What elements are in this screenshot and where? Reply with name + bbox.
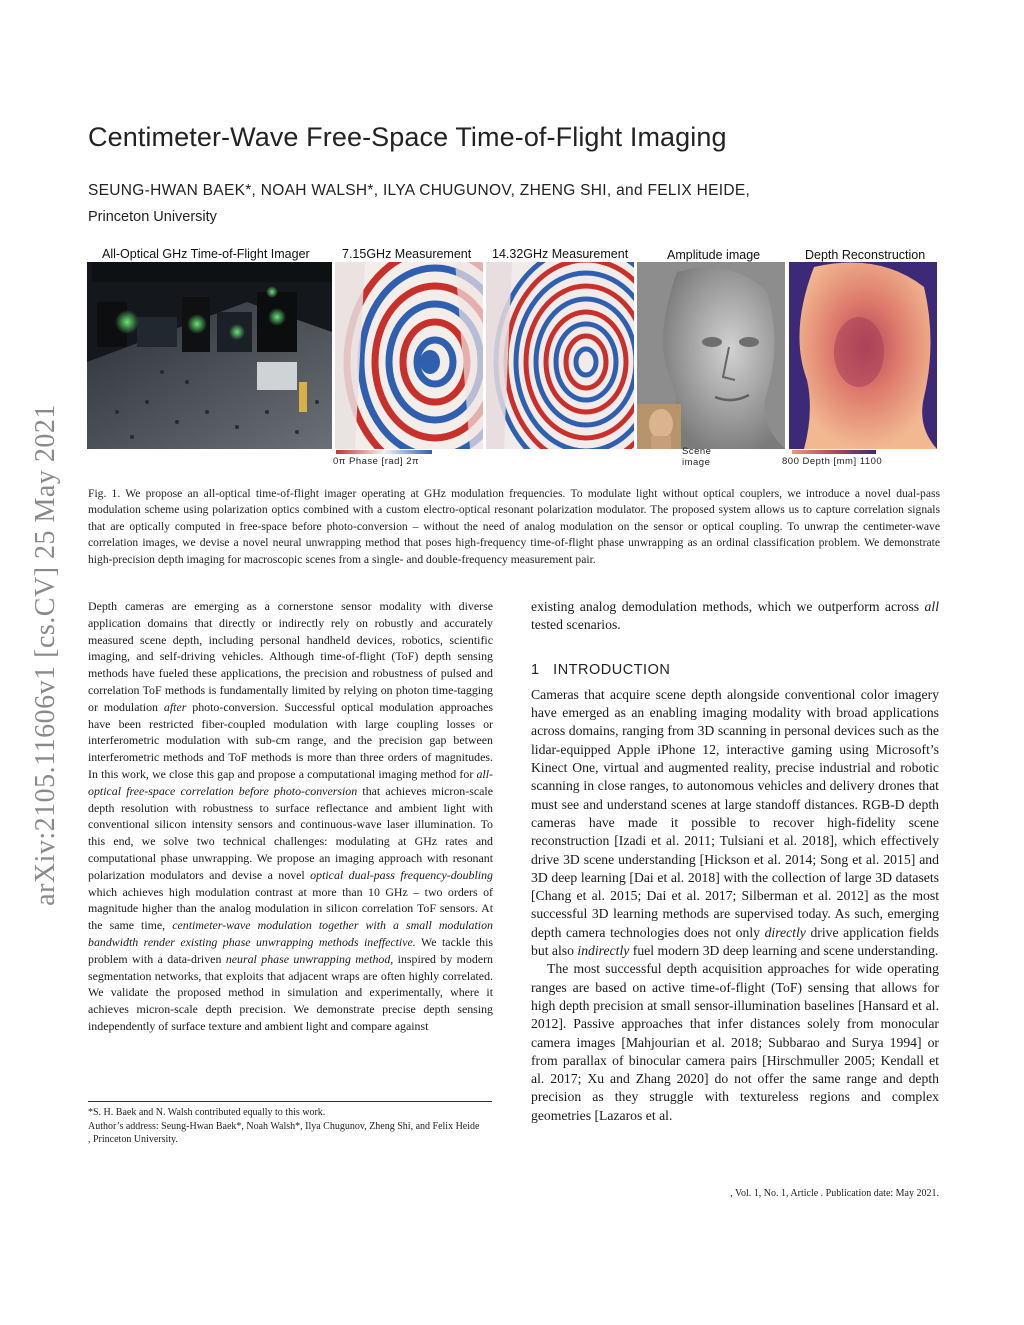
intro-paragraph-2: The most successful depth acquisition approaches for wide operating ranges are based on active time-of-flight (ToF) sensing that allows for high depth precision at small sensor-illumination baselines [Hansard et al. 2012]. Passive approaches that infer distances solely from monocular camera images [Mahjourian et al. 2018; Subbarao and Surya 1994] or from parallax of binocular camera pairs [Hirschmuller 2005; Kendall et al. 2017; Xu and Zhang 2020] do not offer the same range and depth precision as they struggle with textureless regions and complex geometries [Lazaros et al. [531, 961, 939, 1123]
scene-bust-thumb [637, 404, 681, 449]
section-title: INTRODUCTION [553, 661, 671, 678]
depth-scale-title: Depth [mm] [802, 456, 857, 467]
scene-image-thumb [637, 404, 681, 449]
depth-colorbar [792, 450, 876, 454]
intro-text-1c: fuel modern 3D deep learning and scene understanding. [629, 943, 939, 959]
phase-scale-low: 0π [333, 456, 346, 467]
phase-pattern-715 [335, 262, 483, 449]
continuation-emph: all [924, 599, 939, 614]
footnote-institution: , Princeton University. [88, 1134, 178, 1145]
abstract-text-3: that achieves micron-scale depth resolution with robustness to surface reflectance and ambient light with conventional silicon intensity sensors and continuous-wave laser illumination. To this end, we solve two technical challenges: modulating at GHz rates and computational phase unwrapping. We propose an imaging approach with resonant polarization modulators and devise a novel [88, 783, 493, 882]
right-column [531, 598, 939, 1125]
abstract-text-5: We tackle this problem with a data-driven [88, 934, 493, 966]
abstract-text-1: Depth cameras are emerging as a cornerstone sensor modality with diverse application domains that directly or indirectly rely on robustly and accurately measured scene depth, including personal handheld devices, robotics, scientific imaging, and self-driving vehicles. Although time-of-flight (ToF) depth sensing methods have fueled these applications, the precision and robustness of pulsed and correlation ToF methods is fundamentally limited by relying on photon time-tagging or modulation [88, 599, 493, 714]
depth-scale-low: 800 [782, 456, 800, 467]
figure-caption: Fig. 1. We propose an all-optical time-of-flight imager operating at GHz modulation frequencies. To modulate light without optical couplers, we introduce a novel dual-pass modulation scheme using polarization optics combined with a custom electro-optical resonant polarization modulator. The proposed system allows us to capture correlation signals that are optically computed in free-space before photo-conversion – without the need of analog modulation on the sensor or optical coupling. To unwrap the centimeter-wave correlation images, we devise a novel neural unwrapping method that poses high-frequency time-of-flight phase unwrapping as an ordinal classification problem. We demonstrate high-precision depth imaging for macroscopic scenes from a single- and double-frequency measurement pair. [88, 487, 940, 566]
paper-title: Centimeter-Wave Free-Space Time-of-Flight Imaging [88, 122, 727, 152]
imager-photo [87, 262, 332, 449]
footnote-rule [88, 1101, 492, 1102]
footnote-equal-contribution: *S. H. Baek and N. Walsh contributed equally to this work. [88, 1107, 326, 1118]
abstract-emph-2: all-optical free-space correlation before photo-conversion [88, 766, 493, 798]
footnote-address: Author’s address: Seung-Hwan Baek*, Noah Walsh*, Ilya Chugunov, Zheng Shi, and Felix Heide [88, 1120, 480, 1132]
intro-emph-2: indirectly [577, 943, 630, 959]
abstract-text-6: , inspired by modern segmentation networks, that exploits that adjacent wraps are often highly correlated. We validate the proposed method in simulation and experimentally, where it achieves micron-scale depth precision. We demonstrate precise depth sensing independently of surface texture and ambient light and compare against [88, 951, 494, 1033]
phase-pattern-1432 [486, 262, 634, 449]
scene-image-label: Scene image [682, 446, 712, 468]
footnotes [88, 1106, 492, 1147]
phase-colorbar [336, 450, 432, 454]
abstract-emph-3: optical dual-pass frequency-doubling [310, 867, 493, 882]
panel-label-715: 7.15GHz Measurement [342, 247, 472, 261]
panel-label-imager: All-Optical GHz Time-of-Flight Imager [102, 247, 310, 261]
section-number: 1 [531, 661, 540, 678]
section-heading-introduction [531, 661, 939, 679]
imager-illustration [87, 262, 332, 449]
abstract [88, 598, 493, 1035]
abstract-text-2: photo-conversion. Successful optical modulation approaches have been restricted fiber-coupled modulation with large coupling losses or interferometric modulation with sub-cm range, and the precision gap between interferometric methods and ToF methods is more than three orders of magnitudes. In this work, we close this gap and propose a computational imaging method for [88, 699, 493, 781]
intro-text-1a: Cameras that acquire scene depth alongside conventional color imagery have emerged as an enabling imaging modality with broad applications across domains, ranging from 3D scanning in personal devices such as the lidar-equipped Apple iPhone 12, interactive gaming using Microsoft’s Kinect One, virtual and augmented reality, precise industrial and robotic scanning in close ranges, to autonomous vehicles and delivery drones that must see and understand scenes at large standoff distances. RGB-D depth cameras have made it possible to recover high-fidelity scene reconstruction [Izadi et al. 2011; Tulsiani et al. 2018], which effectively drive 3D scene understanding [Hickson et al. 2014; Song et al. 2015] and 3D deep learning [Dai et al. 2018] with the collection of large 3D datasets [Chang et al. 2015; Dai et al. 2017; Silberman et al. 2012] as the most successful 3D learning methods are supervised today. As such, emerging depth camera technologies does not only [531, 686, 939, 940]
depth-map [789, 262, 937, 449]
affiliation: Princeton University [88, 209, 217, 225]
phase-scale-title: Phase [rad] [348, 456, 404, 467]
author-list: SEUNG-HWAN BAEK*, NOAH WALSH*, ILYA CHUGUNOV, ZHENG SHI, and FELIX HEIDE, [88, 182, 751, 199]
phase-map-1432 [486, 262, 634, 449]
abstract-continuation [531, 598, 939, 635]
intro-emph-1: directly [764, 924, 806, 940]
abstract-paragraph [88, 598, 493, 1035]
abstract-text-4: which achieves high modulation contrast at more than 10 GHz – two orders of magnitude higher than the analog modulation in silicon correlation ToF sensors. At the same time, [88, 884, 493, 933]
depth-scale-high: 1100 [859, 456, 883, 467]
panel-label-1432: 14.32GHz Measurement [492, 247, 629, 261]
continuation-text-1: existing analog demodulation methods, which we outperform across [531, 599, 925, 614]
phase-map-715 [335, 262, 483, 449]
phase-scale-high: 2π [406, 456, 420, 467]
abstract-emph-5: neural phase unwrapping method [225, 951, 391, 966]
arxiv-stamp-text: arXiv:2105.11606v1 [cs.CV] 25 May 2021 [30, 404, 61, 906]
page-footer: , Vol. 1, No. 1, Article . Publication date: May 2021. [730, 1188, 939, 1199]
intro-text-1b: drive application fields but also [531, 924, 939, 959]
depth-reconstruction [789, 262, 937, 449]
abstract-emph-4: centimeter-wave modulation together with a small modulation bandwidth render existing phase unwrapping methods ineffective. [88, 918, 493, 949]
phase-scale-label [333, 456, 419, 467]
panel-label-amplitude: Amplitude image [667, 248, 761, 262]
intro-paragraph-1 [531, 686, 939, 960]
panel-label-depth: Depth Reconstruction [805, 248, 926, 262]
amplitude-image [637, 262, 785, 449]
arxiv-stamp [30, 340, 62, 970]
abstract-emph-1: after [163, 699, 187, 714]
continuation-text-2: tested scenarios. [531, 617, 621, 633]
depth-scale-label [782, 456, 882, 467]
